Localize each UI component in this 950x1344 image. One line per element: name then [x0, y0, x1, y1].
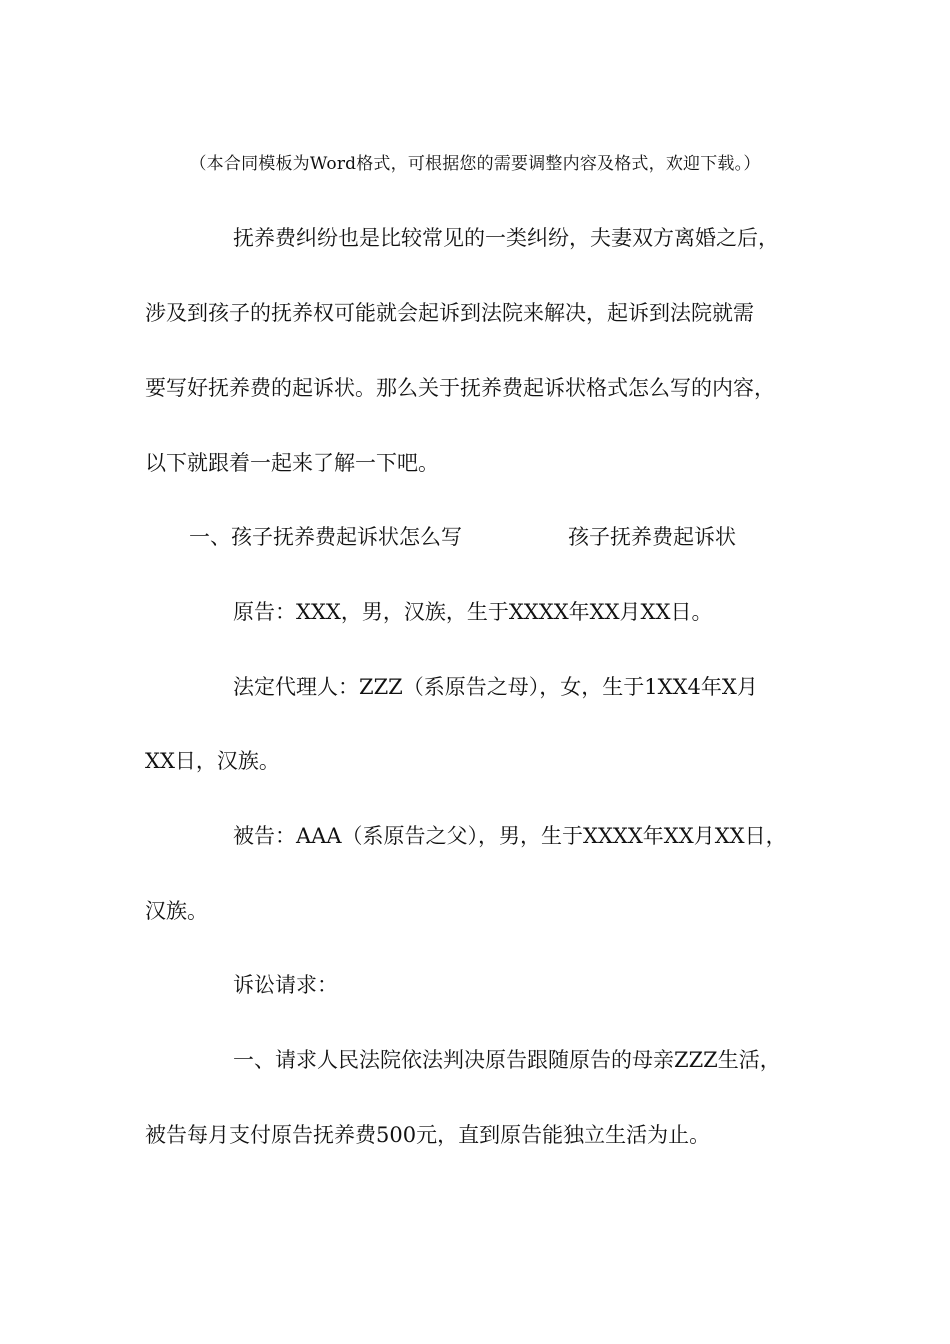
legal-rep-line-1: 法定代理人：ZZZ（系原告之母），女，生于1XX4年X月 — [233, 675, 758, 699]
intro-line-4: 以下就跟着一起来了解一下吧。 — [145, 451, 439, 475]
intro-line-3: 要写好抚养费的起诉状。那么关于抚养费起诉状格式怎么写的内容， — [145, 376, 775, 400]
intro-line-2: 涉及到孩子的抚养权可能就会起诉到法院来解决，起诉到法院就需 — [145, 301, 754, 325]
claim-1-line-1: 一、请求人民法院依法判决原告跟随原告的母亲ZZZ生活， — [233, 1048, 781, 1072]
legal-rep-line-2: XX日，汉族。 — [145, 749, 280, 773]
template-note: （本合同模板为Word格式，可根据您的需要调整内容及格式，欢迎下载。） — [189, 154, 761, 174]
section-heading-title: 孩子抚养费起诉状 — [568, 525, 736, 549]
claims-label: 诉讼请求： — [233, 973, 338, 997]
section-heading: 一、孩子抚养费起诉状怎么写 — [189, 525, 462, 549]
intro-line-1: 抚养费纠纷也是比较常见的一类纠纷，夫妻双方离婚之后， — [233, 226, 779, 250]
defendant-line-2: 汉族。 — [145, 899, 208, 923]
claim-1-line-2: 被告每月支付原告抚养费500元，直到原告能独立生活为止。 — [145, 1123, 711, 1147]
defendant-line-1: 被告：AAA（系原告之父），男，生于XXXX年XX月XX日， — [233, 824, 787, 848]
plaintiff-line: 原告：XXX，男，汉族，生于XXXX年XX月XX日。 — [233, 600, 713, 624]
